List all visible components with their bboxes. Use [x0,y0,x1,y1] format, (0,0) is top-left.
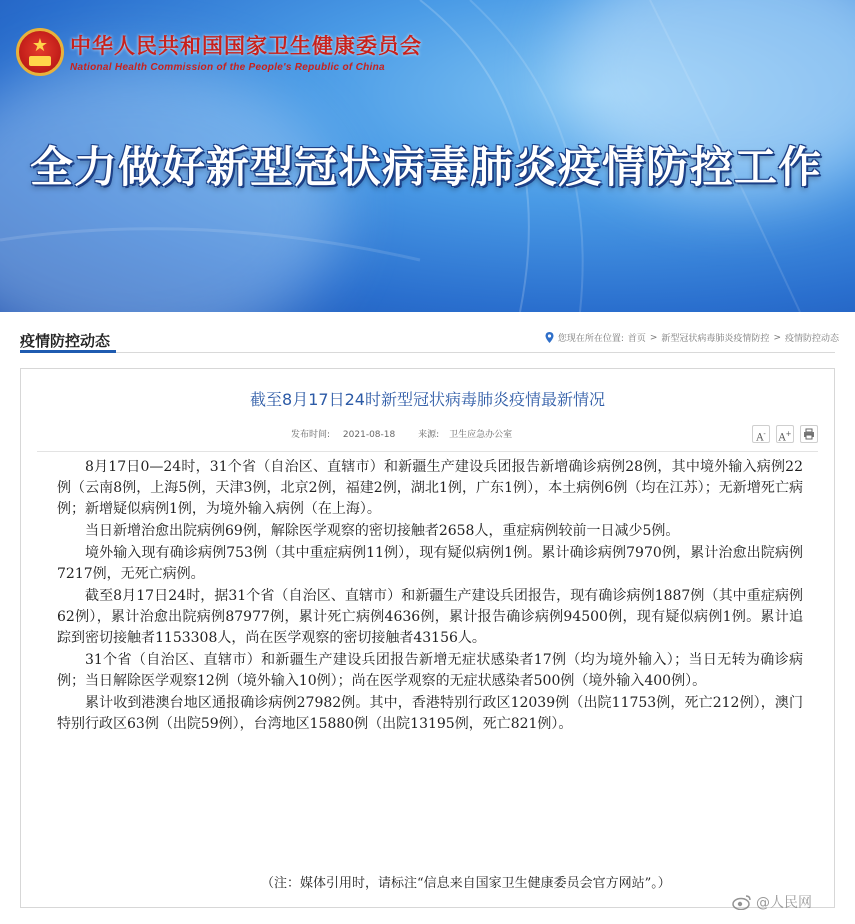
national-emblem-icon: ★ [16,28,64,76]
section-title[interactable]: 疫情防控动态 [20,332,111,350]
breadcrumb-item-home[interactable]: 首页 [627,334,646,344]
breadcrumb-item-epidemic[interactable]: 新型冠状病毒肺炎疫情防控 [661,334,770,344]
breadcrumb [545,331,839,344]
org-name-cn[interactable]: 中华人民共和国国家卫生健康委员会 [70,33,422,58]
article-tools [752,425,818,443]
article-meta [291,427,532,440]
watermark [732,892,812,912]
paragraph: 截至8月17日24时，据31个省（自治区、直辖市）和新疆生产建设兵团报告，现有确诊病例1887例（其中重症病例62例），累计治愈出院病例87977例，累计死亡病例4636例，累计报告确诊病例94500例，现有疑似病例1例。累计追踪到密切接触者1153308人，尚在医学观察的密切接触者43156人。 [57,588,803,646]
breadcrumb-separator: > [773,332,781,343]
org-name-en: National Health Commission of the People's Republic of China [70,62,385,73]
breadcrumb-item-current[interactable]: 疫情防控动态 [784,334,839,344]
weibo-icon [732,894,752,910]
paragraph: 31个省（自治区、直辖市）和新疆生产建设兵团报告新增无症状感染者17例（均为境外输入）；当日无转为确诊病例；当日解除医学观察12例（境外输入10例）；尚在医学观察的无症状感染者500例（境外输入400例）。 [57,652,803,689]
section-divider [20,352,835,353]
breadcrumb-prefix: 您现在所在位置: [557,334,624,344]
banner-slogan: 全力做好新型冠状病毒肺炎疫情防控工作 [30,143,822,193]
article-box [20,368,835,908]
source-label: 来源: [418,430,440,440]
meta-divider [37,451,818,452]
breadcrumb-separator: > [649,332,658,343]
paragraph: 当日新增治愈出院病例69例，解除医学观察的密切接触者2658人，重症病例较前一日减少5例。 [85,523,680,539]
font-smaller-button[interactable]: A- [752,425,770,443]
source-name: 卫生应急办公室 [449,430,513,440]
printer-icon [803,428,815,440]
publish-date: 2021-08-18 [342,430,396,440]
publish-label: 发布时间: [291,430,331,440]
article-body [57,457,803,736]
font-larger-button[interactable]: A+ [776,425,794,443]
paragraph: 8月17日0—24时，31个省（自治区、直辖市）和新疆生产建设兵团报告新增确诊病例28例，其中境外输入病例22例（云南8例，上海5例，天津3例，北京2例，福建2例，湖北1例，广东1例），本土病例6例（均在江苏）；无新增死亡病例；新增疑似病例1例，为境外输入病例（在上海）。 [57,459,803,517]
paragraph: 累计收到港澳台地区通报确诊病例27982例。其中，香港特别行政区12039例（出院11753例，死亡212例），澳门特别行政区63例（出院59例），台湾地区15880例（出院13195例，死亡821例）。 [57,695,803,732]
citation-note: （注：媒体引用时，请标注“信息来自国家卫生健康委员会官方网站”。） [261,876,671,891]
paragraph: 境外输入现有确诊病例753例（其中重症病例11例），现有疑似病例1例。累计确诊病例7970例，累计治愈出院病例7217例，无死亡病例。 [57,545,803,582]
print-button[interactable] [800,425,818,443]
watermark-text: @人民网 [756,895,812,911]
location-pin-icon [545,332,554,343]
article-title: 截至8月17日24时新型冠状病毒肺炎疫情最新情况 [250,390,605,409]
header-banner [0,0,855,312]
